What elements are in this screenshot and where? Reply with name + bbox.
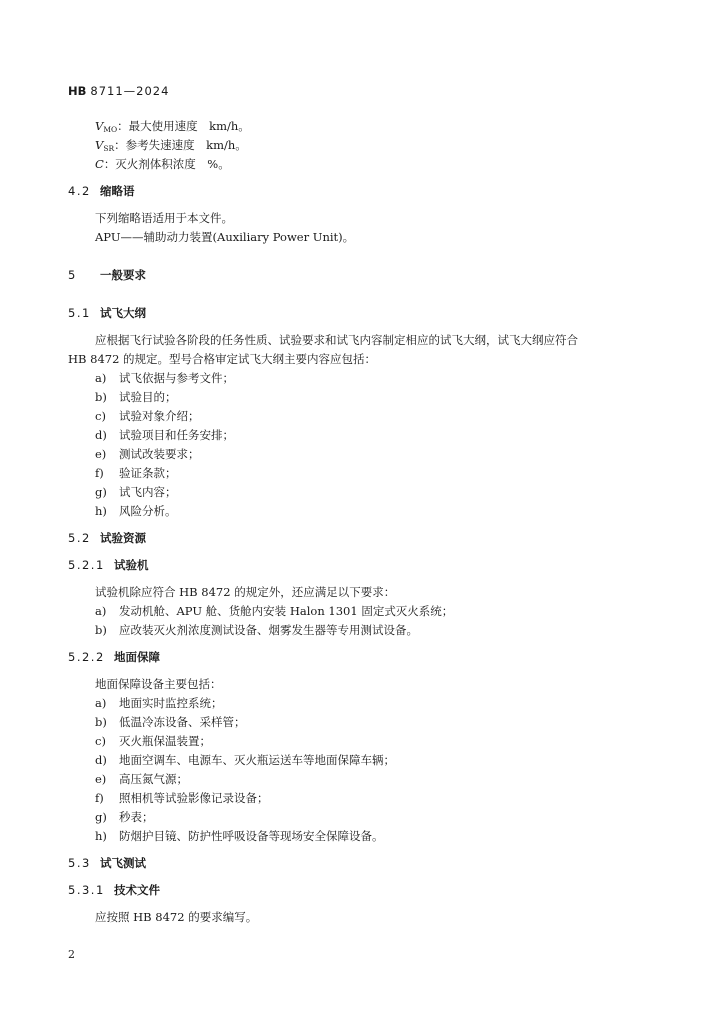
page-number: 2 (68, 948, 75, 961)
list-item (95, 504, 177, 518)
list-item (95, 604, 453, 618)
section-title: 试验机 (114, 558, 149, 572)
list-item (95, 390, 177, 404)
symbol-line (95, 119, 250, 137)
list-text: 秒表； (119, 810, 154, 824)
list-item (95, 715, 246, 729)
paragraph: 试验机除应符合 HB 8472 的规定外，还应满足以下要求： (95, 585, 396, 599)
list-item (95, 829, 384, 843)
list-text: 应改装灭火剂浓度测试设备、烟雾发生器等专用测试设备。 (119, 623, 418, 637)
paragraph: 应按照 HB 8472 的要求编写。 (95, 910, 258, 924)
section-title: 地面保障 (114, 650, 160, 664)
section-title: 缩略语 (100, 184, 135, 198)
list-label: b) (95, 715, 107, 729)
list-label: g) (95, 485, 107, 499)
symbol-line (95, 138, 247, 156)
list-item (95, 409, 200, 423)
section-heading-5-1 (68, 306, 146, 320)
section-heading-5-3-1 (68, 883, 160, 897)
list-item (95, 791, 269, 805)
symbol-subscript: MO (103, 125, 118, 134)
list-text: 试验对象介绍； (119, 409, 200, 423)
list-label: g) (95, 810, 107, 824)
section-heading-5-2-2 (68, 650, 160, 664)
list-label: b) (95, 390, 107, 404)
list-item (95, 753, 395, 767)
section-title: 试飞大纲 (100, 306, 146, 320)
list-item (95, 623, 418, 637)
list-item (95, 428, 234, 442)
list-text: 试飞依据与参考文件； (119, 371, 234, 385)
list-text: 照相机等试验影像记录设备； (119, 791, 269, 805)
list-label: d) (95, 753, 107, 767)
list-label: a) (95, 604, 107, 618)
list-label: h) (95, 829, 107, 843)
standard-number: 8711—2024 (90, 84, 170, 98)
symbol-definition: ：灭火剂体积浓度 %。 (103, 157, 230, 171)
paragraph: APU——辅助动力装置(Auxiliary Power Unit)。 (95, 230, 355, 244)
standard-prefix: HB (68, 84, 87, 98)
list-item (95, 772, 188, 786)
section-title: 技术文件 (114, 883, 160, 897)
paragraph: 下列缩略语适用于本文件。 (95, 211, 233, 225)
list-text: 试飞内容； (119, 485, 177, 499)
list-text: 测试改装要求； (119, 447, 200, 461)
list-item (95, 485, 177, 499)
list-label: d) (95, 428, 107, 442)
section-title: 试验资源 (100, 531, 146, 545)
section-number: 5.2.1 (68, 558, 105, 572)
document-code (68, 84, 169, 98)
list-label: e) (95, 772, 107, 786)
list-text: 试验目的； (119, 390, 177, 404)
section-number: 5.3 (68, 856, 91, 870)
list-item (95, 466, 177, 480)
symbol-subscript: SR (103, 144, 115, 153)
list-text: 验证条款； (119, 466, 177, 480)
section-number: 4.2 (68, 184, 91, 198)
list-item (95, 371, 234, 385)
symbol: V (95, 119, 104, 133)
symbol-definition: ：最大使用速度 km/h。 (117, 119, 250, 133)
list-text: 地面空调车、电源车、灭火瓶运送车等地面保障车辆； (119, 753, 395, 767)
list-text: 灭火瓶保温装置； (119, 734, 211, 748)
paragraph: 地面保障设备主要包括： (95, 677, 222, 691)
section-number: 5 (68, 268, 77, 282)
paragraph: 应根据飞行试验各阶段的任务性质、试验要求和试飞内容制定相应的试飞大纲，试飞大纲应符合 (95, 333, 578, 347)
section-title: 一般要求 (100, 268, 146, 282)
section-heading-5-2 (68, 531, 146, 545)
symbol-line (95, 157, 230, 171)
list-item (95, 447, 200, 461)
list-label: c) (95, 734, 106, 748)
list-label: h) (95, 504, 107, 518)
list-label: f) (95, 791, 104, 805)
section-heading-5-2-1 (68, 558, 149, 572)
list-text: 地面实时监控系统； (119, 696, 223, 710)
symbol-definition: ：参考失速速度 km/h。 (114, 138, 247, 152)
list-label: a) (95, 371, 107, 385)
section-heading-5-3 (68, 856, 146, 870)
list-label: f) (95, 466, 104, 480)
list-item (95, 734, 211, 748)
symbol: C (95, 157, 104, 171)
list-text: 试验项目和任务安排； (119, 428, 234, 442)
list-text: 风险分析。 (119, 504, 177, 518)
list-label: b) (95, 623, 107, 637)
list-text: 防烟护目镜、防护性呼吸设备等现场安全保障设备。 (119, 829, 384, 843)
paragraph-continuation: HB 8472 的规定。型号合格审定试飞大纲主要内容应包括： (68, 352, 377, 366)
section-heading-5 (68, 268, 146, 282)
section-heading-4-2 (68, 184, 135, 198)
list-text: 发动机舱、APU 舱、货舱内安装 Halon 1301 固定式灭火系统； (119, 604, 454, 618)
section-number: 5.2.2 (68, 650, 105, 664)
list-label: e) (95, 447, 107, 461)
list-text: 高压氮气源； (119, 772, 188, 786)
list-item (95, 696, 223, 710)
list-label: c) (95, 409, 106, 423)
list-item (95, 810, 154, 824)
section-number: 5.2 (68, 531, 91, 545)
list-label: a) (95, 696, 107, 710)
section-title: 试飞测试 (100, 856, 146, 870)
list-text: 低温冷冻设备、采样管； (119, 715, 246, 729)
symbol: V (95, 138, 104, 152)
section-number: 5.1 (68, 306, 91, 320)
section-number: 5.3.1 (68, 883, 105, 897)
